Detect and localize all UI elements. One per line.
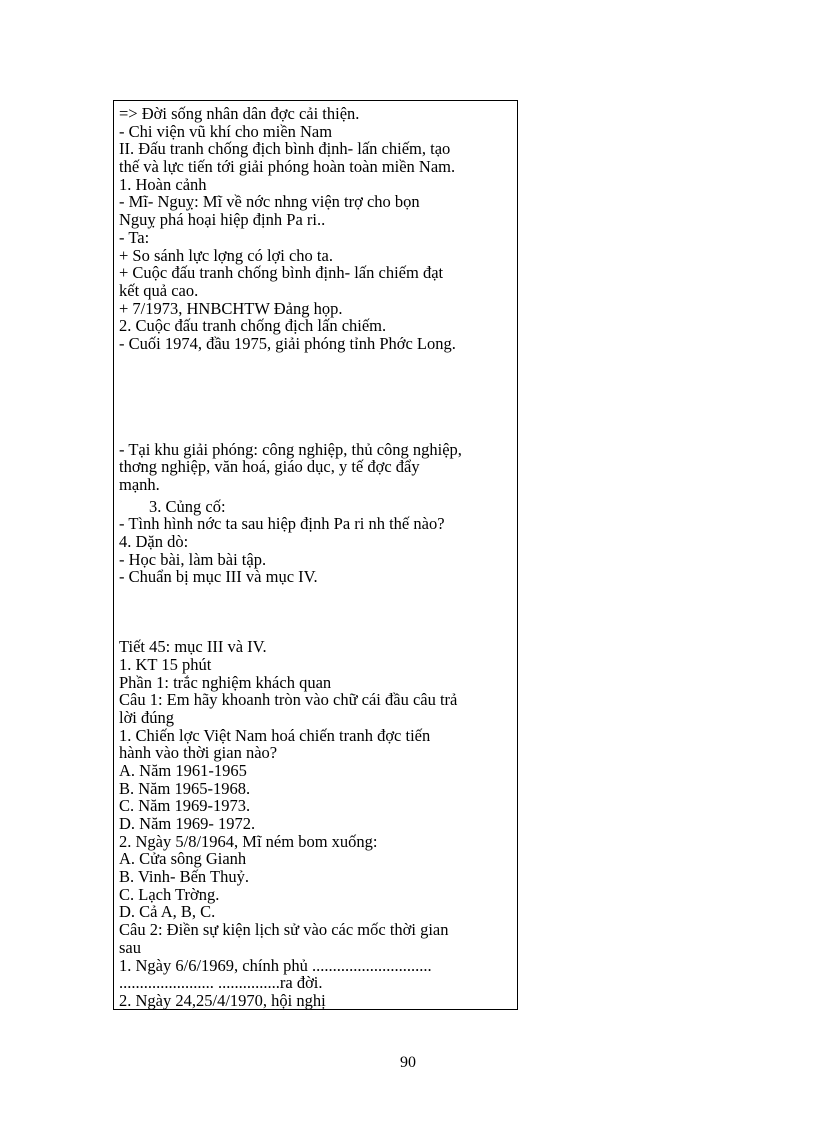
question-text: hành vào thời gian nào? xyxy=(119,743,278,763)
answer-option: A. Cửa sông Gianh xyxy=(119,849,247,869)
text-line: Phần 1: trắc nghiệm khách quan xyxy=(119,672,332,692)
fill-blank-line: 1. Ngày 6/6/1969, chính phủ ............................. xyxy=(119,955,432,975)
fill-blank-line: ....................... ...............ra đời. xyxy=(119,973,323,993)
question-text: Câu 2: Điền sự kiện lịch sử vào các mốc thời gian xyxy=(119,920,449,940)
question-text: 1. Chiến lợc Việt Nam hoá chiến tranh đợc tiến xyxy=(119,725,431,745)
text-line: mạnh. xyxy=(119,475,160,494)
text-line: + 7/1973, HNBCHTW Đảng họp. xyxy=(119,298,343,318)
lesson-title: Tiết 45: mục III và IV. xyxy=(119,637,267,657)
fill-blank-line: 2. Ngày 24,25/4/1970, hội nghị xyxy=(119,990,326,1010)
text-line: - Tình hình nớc ta sau hiệp định Pa ri nh thế nào? xyxy=(119,514,445,534)
answer-option: B. Vinh- Bến Thuỷ. xyxy=(119,867,249,887)
text-line: II. Đấu tranh chống địch bình định- lấn chiếm, tạo xyxy=(119,139,451,159)
answer-option: A. Năm 1961-1965 xyxy=(119,760,247,780)
text-line: - Chuẩn bị mục III và mục IV. xyxy=(119,567,318,587)
text-line: 1. Hoàn cảnh xyxy=(119,174,207,194)
answer-option: C. Năm 1969-1973. xyxy=(119,796,251,816)
review-heading: 3. Củng cố: xyxy=(149,496,226,516)
page-number: 90 xyxy=(400,1054,416,1071)
text-line: 1. KT 15 phút xyxy=(119,654,212,674)
text-line: Nguỵ phá hoại hiệp định Pa ri.. xyxy=(119,210,326,230)
text-line: kết quả cao. xyxy=(119,280,199,300)
text-line: - Chi viện vũ khí cho miền Nam xyxy=(119,121,333,141)
text-line: + So sánh lực lợng có lợi cho ta. xyxy=(119,245,333,265)
text-line: => Đời sống nhân dân đợc cải thiện. xyxy=(119,104,360,123)
text-line: - Học bài, làm bài tập. xyxy=(119,549,267,569)
section-liberated-zone xyxy=(119,441,514,494)
question-text: sau xyxy=(119,937,141,957)
answer-option: D. Năm 1969- 1972. xyxy=(119,814,256,833)
spacer xyxy=(119,353,514,441)
text-line: thơng nghiệp, văn hoá, giáo dục, y tế đợc đẩy xyxy=(119,457,420,477)
text-line: 4. Dặn dò: xyxy=(119,532,189,552)
text-line: - Cuối 1974, đầu 1975, giải phóng tỉnh Phớc Long. xyxy=(119,333,456,353)
text-line: - Ta: xyxy=(119,227,150,247)
text-line: - Mĩ- Nguỵ: Mĩ về nớc nhng viện trợ cho bọn xyxy=(119,192,420,212)
question-text: lời đúng xyxy=(119,707,175,727)
text-line: + Cuộc đấu tranh chống bình định- lấn chiếm đạt xyxy=(119,263,444,283)
spacer xyxy=(119,586,514,638)
frame-content xyxy=(119,105,514,1010)
question-text: Câu 1: Em hãy khoanh tròn vào chữ cái đầu câu trả xyxy=(119,690,458,710)
section-results xyxy=(119,105,514,353)
section-homework xyxy=(119,515,514,586)
text-line: 2. Cuộc đấu tranh chống địch lấn chiếm. xyxy=(119,316,387,336)
text-frame xyxy=(113,100,518,1010)
question-text: 2. Ngày 5/8/1964, Mĩ ném bom xuống: xyxy=(119,831,378,851)
answer-option: B. Năm 1965-1968. xyxy=(119,778,251,798)
text-line: - Tại khu giải phóng: công nghiệp, thủ công nghiệp, xyxy=(119,439,462,459)
section-quiz xyxy=(119,638,514,1009)
answer-option: D. Cả A, B, C. xyxy=(119,902,216,922)
answer-option: C. Lạch Trờng. xyxy=(119,884,220,904)
text-line: thế và lực tiến tới giải phóng hoàn toàn miền Nam. xyxy=(119,157,456,177)
